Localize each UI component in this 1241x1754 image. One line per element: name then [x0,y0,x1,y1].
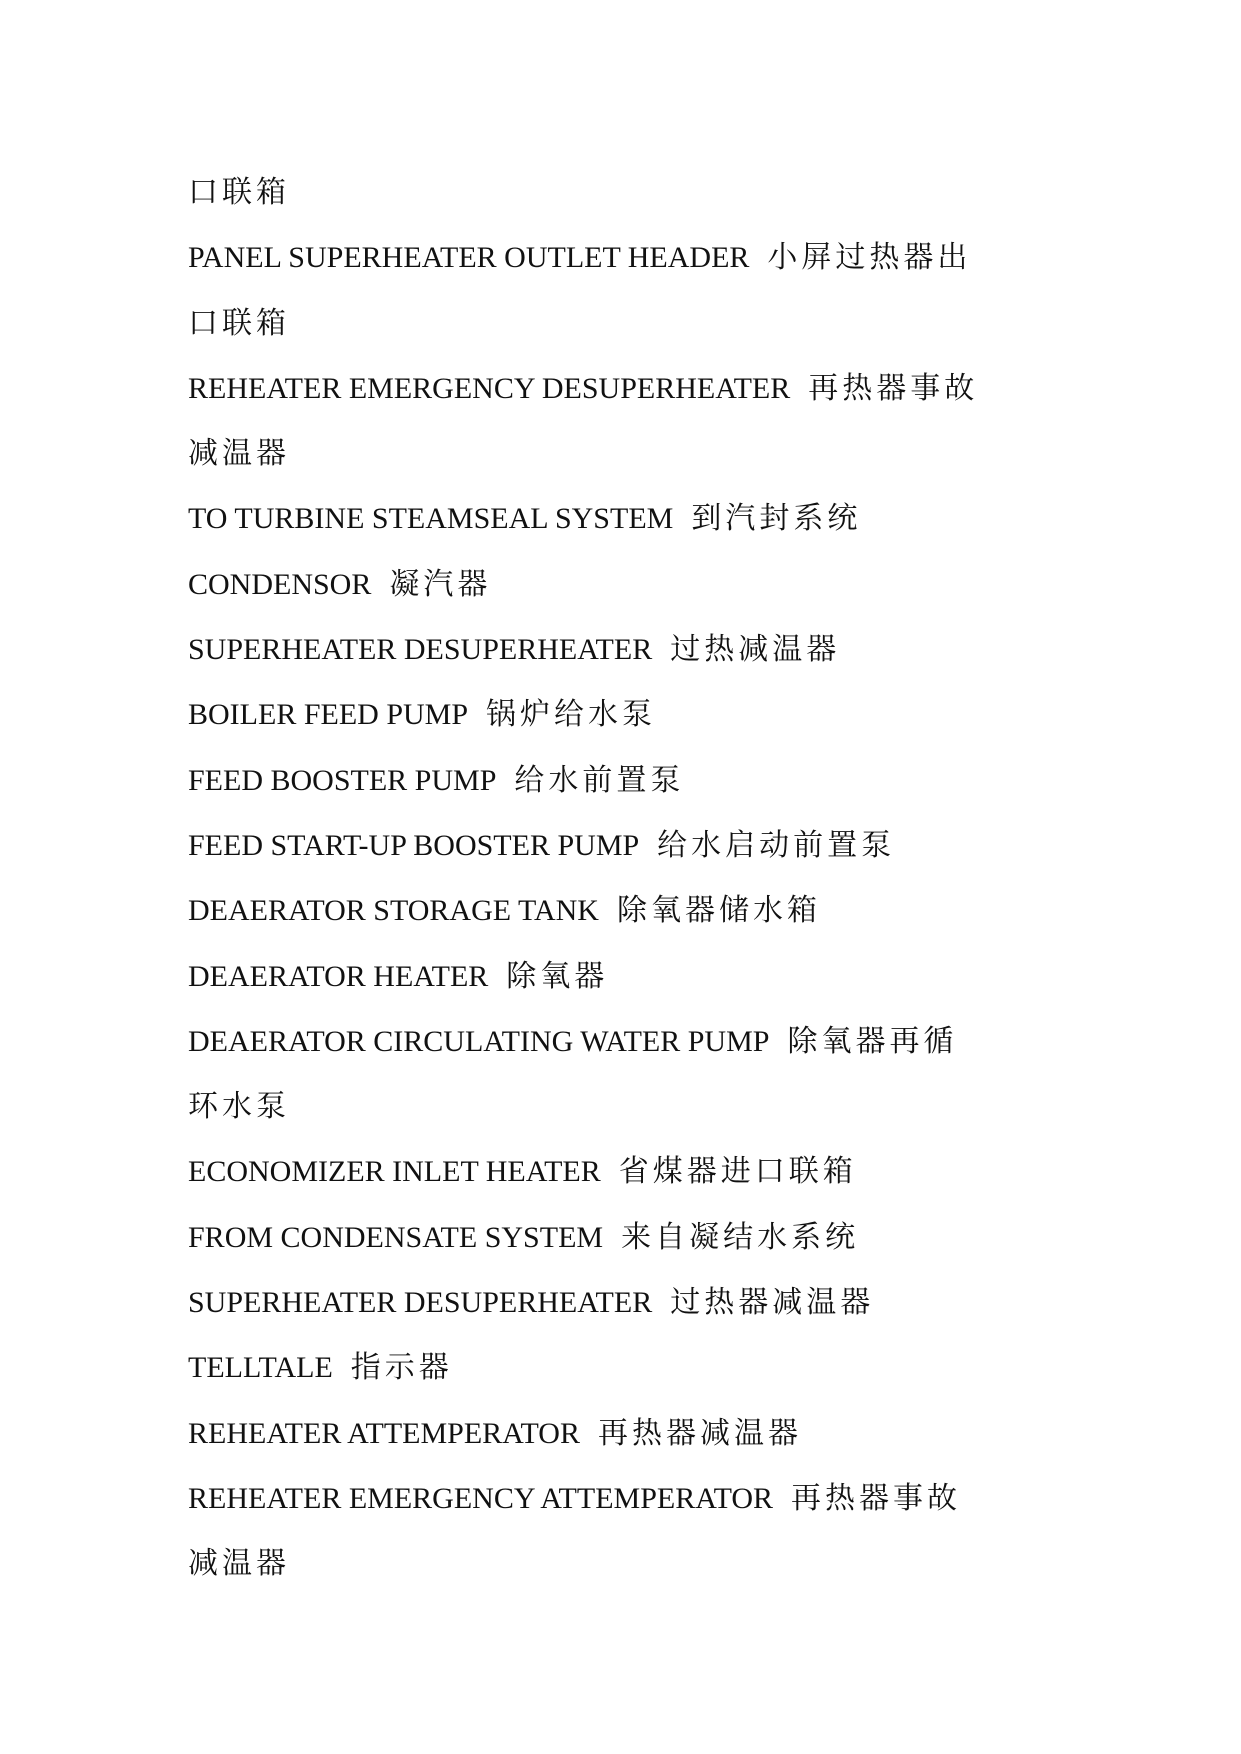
chinese-term: 过热减温器 [670,633,841,667]
chinese-term: 锅炉给水泵 [486,698,657,732]
chinese-term: 过热器减温器 [670,1286,875,1320]
text-line [188,1009,1068,1074]
chinese-term: 到汽封系统 [691,502,862,536]
english-term: TO TURBINE STEAMSEAL SYSTEM [188,502,674,536]
chinese-term: 除氧器 [506,959,609,993]
chinese-term: 除氧器再循 [787,1024,958,1058]
text-line [188,225,1068,290]
english-term: CONDENSOR [188,567,372,601]
chinese-term: 环水泵 [188,1090,290,1124]
english-term: REHEATER EMERGENCY DESUPERHEATER [188,371,791,405]
english-term: DEAERATOR STORAGE TANK [188,894,599,928]
chinese-term: 再热器事故 [808,371,979,405]
glossary-text-block [188,160,1068,1597]
text-line [188,1139,1068,1204]
english-term: PANEL SUPERHEATER OUTLET HEADER [188,241,750,275]
text-line [188,682,1068,747]
text-line [188,944,1068,1009]
chinese-term: 减温器 [188,437,290,471]
text-line [188,1466,1068,1531]
chinese-term: 口联箱 [188,176,290,209]
text-line [188,813,1068,878]
text-line [188,748,1068,813]
text-line [188,1531,1068,1596]
english-term: SUPERHEATER DESUPERHEATER [188,1286,653,1320]
english-term: DEAERATOR HEATER [188,959,489,993]
text-line [188,1074,1068,1139]
text-line [188,1401,1068,1466]
chinese-term: 凝汽器 [389,567,492,601]
english-term: FEED START-UP BOOSTER PUMP [188,828,640,862]
text-line [188,878,1068,943]
text-line [188,486,1068,551]
chinese-term: 除氧器储水箱 [616,894,821,928]
english-term: REHEATER EMERGENCY ATTEMPERATOR [188,1481,774,1515]
chinese-term: 省煤器进口联箱 [618,1155,857,1189]
english-term: DEAERATOR CIRCULATING WATER PUMP [188,1024,770,1058]
english-term: ECONOMIZER INLET HEATER [188,1155,601,1189]
chinese-term: 小屏过热器出 [767,241,972,275]
chinese-term: 指示器 [350,1351,453,1385]
text-line [188,1270,1068,1335]
chinese-term: 给水前置泵 [514,763,685,797]
english-term: TELLTALE [188,1351,333,1385]
english-term: FROM CONDENSATE SYSTEM [188,1220,604,1254]
text-line [188,1335,1068,1400]
english-term: FEED BOOSTER PUMP [188,763,497,797]
chinese-term: 来自凝结水系统 [621,1220,860,1254]
text-line [188,1205,1068,1270]
text-line [188,356,1068,421]
text-line [188,291,1068,356]
chinese-term: 给水启动前置泵 [657,828,896,862]
text-line [188,421,1068,486]
english-term: REHEATER ATTEMPERATOR [188,1416,580,1450]
chinese-term: 再热器事故 [791,1481,962,1515]
chinese-term: 口联箱 [188,306,290,340]
chinese-term: 减温器 [188,1547,290,1581]
english-term: BOILER FEED PUMP [188,698,469,732]
text-line [188,617,1068,682]
chinese-term: 再热器减温器 [597,1416,802,1450]
english-term: SUPERHEATER DESUPERHEATER [188,633,653,667]
text-line [188,160,1068,225]
text-line [188,552,1068,617]
